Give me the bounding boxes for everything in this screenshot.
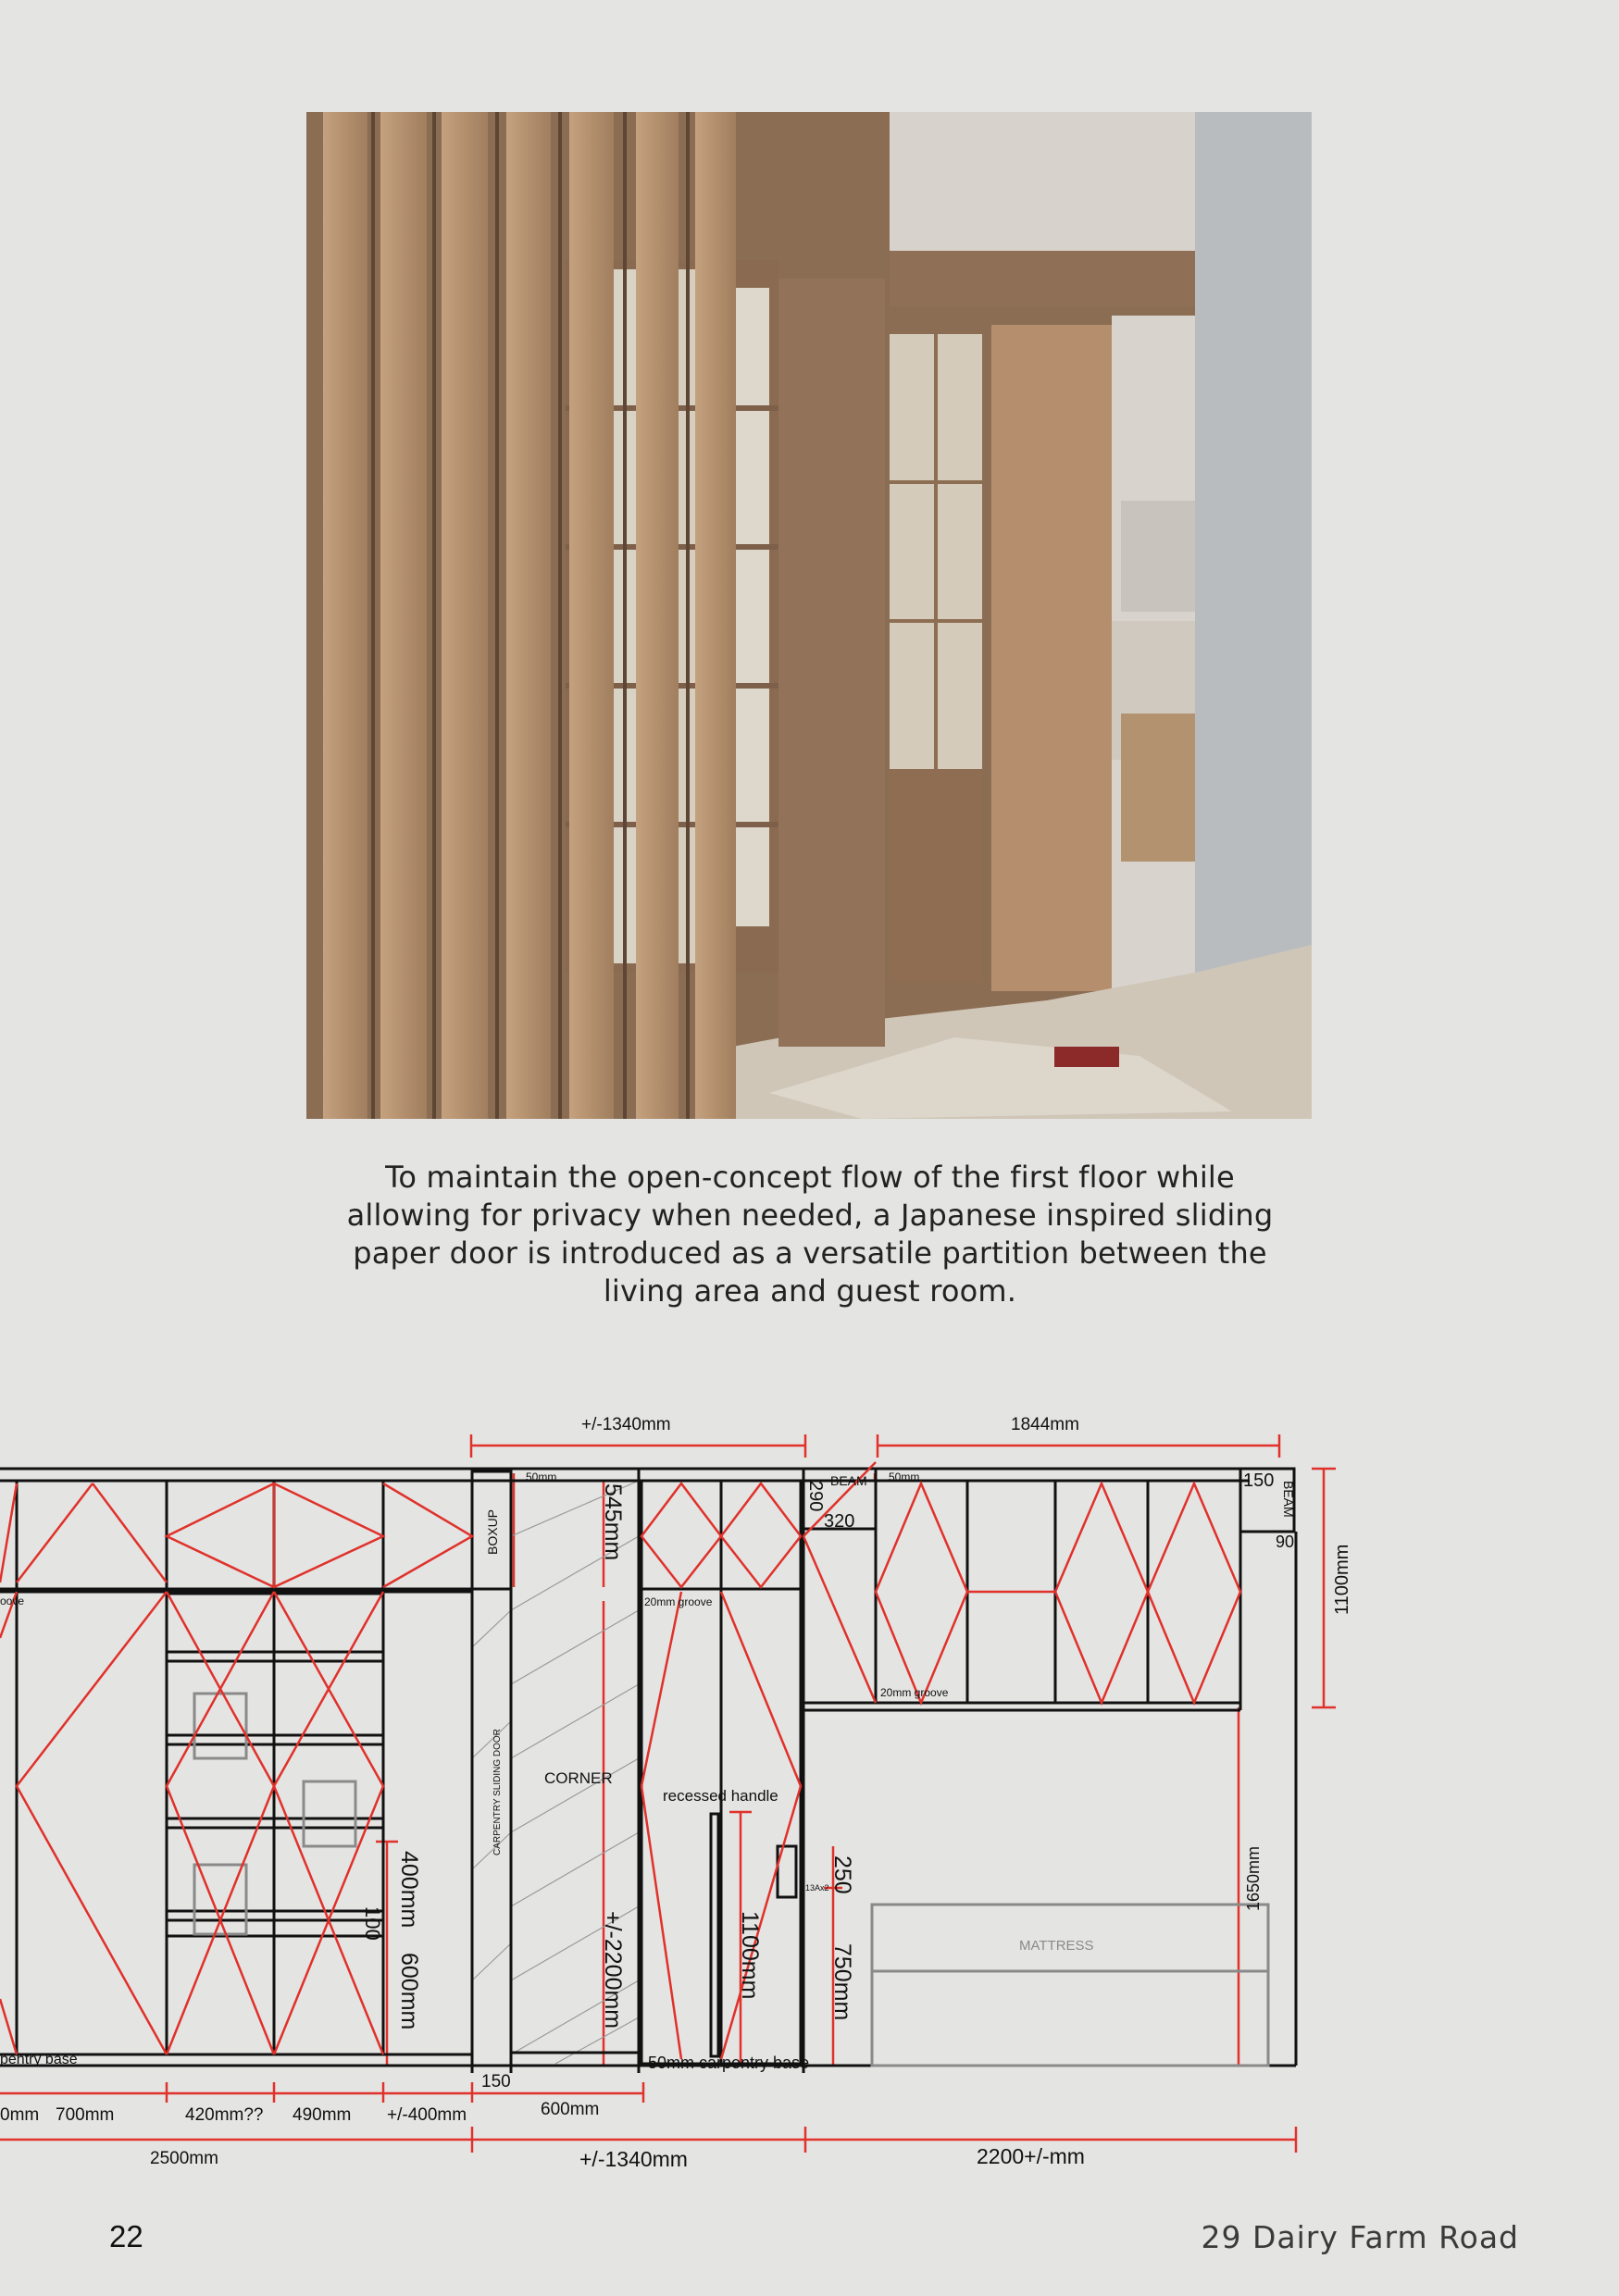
corner-label: CORNER [544,1769,613,1787]
beam-label: BEAM [830,1473,867,1488]
dim-50-b: 50mm [889,1471,920,1483]
dim-600-h: 600mm [541,2100,600,2119]
bottom-0mm: 0mm [0,2105,40,2125]
dim-600-v: 600mm [396,1953,422,2030]
dim-50-a: 50mm [526,1471,557,1483]
dim-top-1340: +/-1340mm [581,1415,671,1434]
groove-right: 20mm groove [880,1686,949,1699]
bottom-1340: +/-1340mm [579,2147,688,2171]
small-13ax2: 13Ax2 [805,1883,829,1893]
carpentry-base-left: pentry base [0,2052,78,2067]
mattress-label: MATTRESS [1019,1938,1094,1954]
bottom-490: 490mm [293,2105,352,2125]
dim-2200-v: +/-2200mm [600,1911,626,2029]
dim-1100-v: 1100mm [737,1911,763,2000]
dim-545: 545mm [600,1483,626,1561]
groove-mid: 20mm groove [644,1595,713,1608]
project-name: 29 Dairy Farm Road [1201,2219,1519,2255]
dim-150-bottom: 150 [481,2072,511,2091]
dim-1100-right: 1100mm [1332,1544,1352,1615]
dim-90: 90 [1276,1533,1295,1551]
dim-750: 750mm [829,1943,855,2021]
bottom-700: 700mm [56,2105,115,2125]
dim-100: 100 [361,1906,384,1941]
boxup-label: BOXUP [485,1508,500,1555]
groove-left: oove [0,1595,25,1607]
dim-290: 290 [805,1481,826,1512]
elevation-drawing [0,1397,1619,2212]
dim-top-1844: 1844mm [1011,1415,1079,1434]
carpentry-base-mid: 50mm carpentry base [648,2054,810,2072]
bottom-2200: 2200+/-mm [977,2144,1085,2168]
beam-label-right: BEAM [1281,1481,1296,1518]
dim-320: 320 [824,1511,855,1532]
dim-400: 400mm [396,1851,422,1929]
interior-photo [306,112,1312,1119]
grey-outlines [194,1694,1268,2066]
bottom-400: +/-400mm [387,2105,467,2125]
bottom-420: 420mm?? [185,2105,264,2125]
dim-250: 250 [829,1855,855,1894]
page-number: 22 [109,2219,143,2253]
carpentry-sliding-door-label: CARPENTRY SLIDING DOOR [492,1729,503,1855]
bottom-2500: 2500mm [150,2149,218,2168]
recessed-handle-label: recessed handle [663,1787,778,1805]
caption: To maintain the open-concept flow of the first floor while allowing for privacy when needed, a Japanese inspired sliding paper door is introduced as a versatile partition between the living area and guest room. [346,1160,1274,1309]
dim-150-top: 150 [1243,1471,1275,1491]
dim-1650: 1650mm [1244,1845,1263,1911]
